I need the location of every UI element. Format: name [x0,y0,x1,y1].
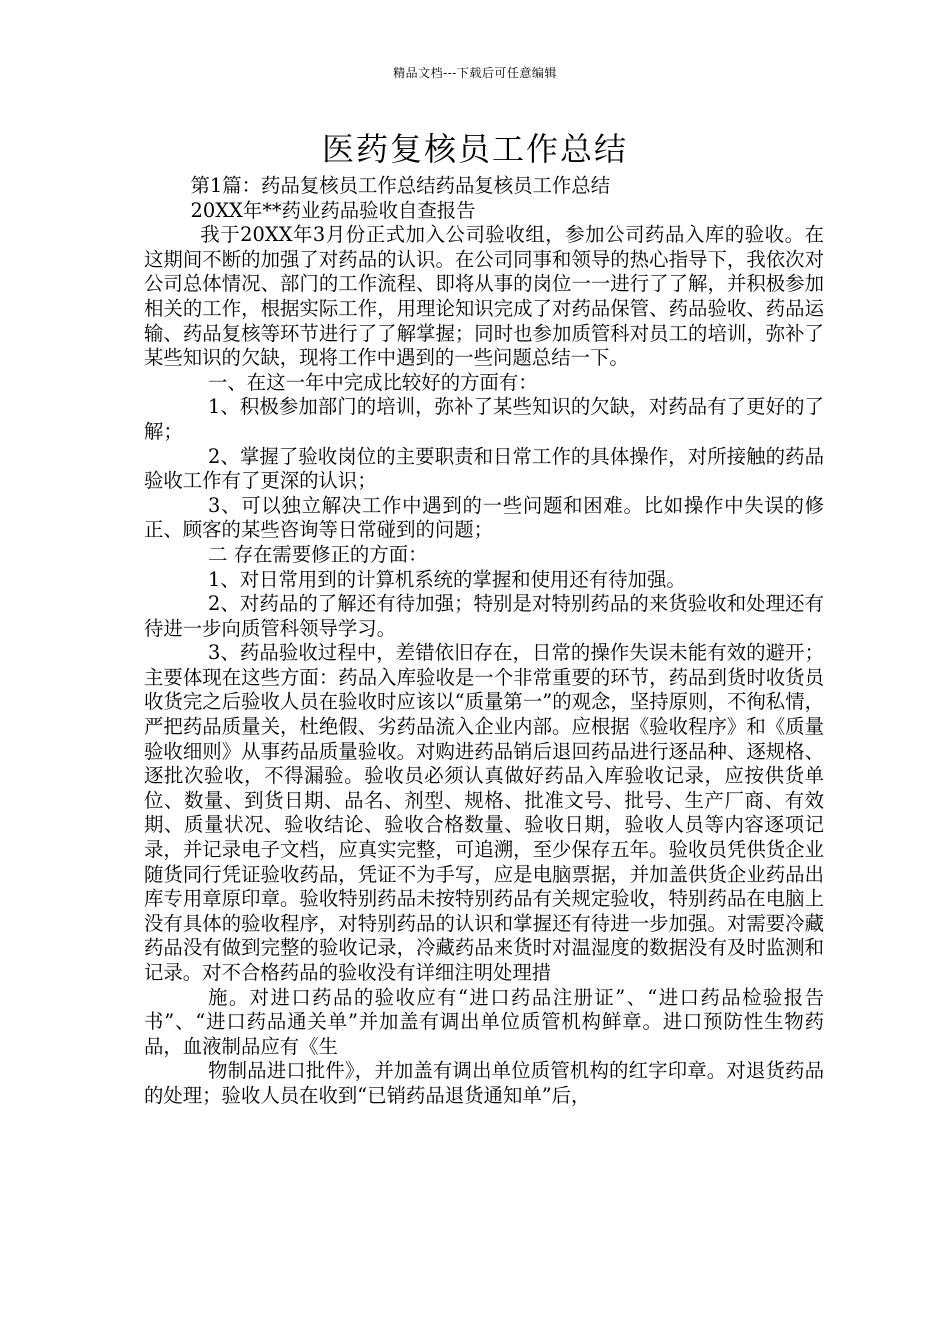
paragraph-intro: 我于20XX年3月份正式加入公司验收组，参加公司药品入库的验收。在这期间不断的加强了对药品的认识。在公司同事和领导的热心指导下，我依次对公司总体情况、部门的工作流程、即将从事的岗位一一进行了了解，并积极参加相关的工作，根据实际工作，用理论知识完成了对药品保管、药品验收、药品运输、药品复核等环节进行了了解掌握；同时也参加质管科对员工的培训，弥补了某些知识的欠缺，现将工作中遇到的一些问题总结一下。 [144,223,824,370]
chapter-heading: 第1篇：药品复核员工作总结药品复核员工作总结 [190,174,611,197]
header-note: 精品文档---下载后可任意编辑 [393,66,557,80]
document-title: 医药复核员工作总结 [321,130,628,168]
paragraph-import-drugs: 施。对进口药品的验收应有“进口药品注册证”、“进口药品检验报告书”、“进口药品通关单”并加盖有调出单位质管机构鲜章。进口预防性生物药品，血液制品应有《生 [144,985,824,1058]
paragraph-improvement-3: 3、药品验收过程中，差错依旧存在，日常的操作失误未能有效的避开；主要体现在这些方面：药品入库验收是一个非常重要的环节，药品到货时收货员收货完之后验收人员在验收时应该以“质量第一”的观念，坚持原则，不徇私情，严把药品质量关，杜绝假、劣药品流入企业内部。应根据《验收程序》和《质量验收细则》从事药品质量验收。对购进药品销后退回药品进行逐品种、逐规格、逐批次验收，不得漏验。验收员必须认真做好药品入库验收记录，应按供货单位、数量、到货日期、品名、剂型、规格、批准文号、批号、生产厂商、有效期、质量状况、验收结论、验收合格数量、验收日期，验收人员等内容逐项记录，并记录电子文档，应真实完整，可追溯，至少保存五年。验收员凭供货企业随货同行凭证验收药品，凭证不为手写，应是电脑票据，并加盖供货企业药品出库专用章原印章。验收特别药品未按特别药品有关规定验收，特别药品在电脑上没有具体的验收程序，对特别药品的认识和掌握还有待进一步加强。对需要冷藏药品没有做到完整的验收记录，冷藏药品来货时对温湿度的数据没有及时监测和记录。对不合格药品的验收没有详细注明处理措 [144,641,824,984]
paragraph-strength-1: 1、积极参加部门的培训，弥补了某些知识的欠缺，对药品有了更好的了解； [144,395,824,443]
paragraph-return-drugs: 物制品进口批件》，并加盖有调出单位质管机构的红字印章。对退货药品的处理；验收人员在收到“已销药品退货通知单”后， [144,1059,824,1107]
paragraph-strength-2: 2、掌握了验收岗位的主要职责和日常工作的具体操作，对所接触的药品验收工作有了更深的认识； [144,444,824,493]
report-title: 20XX年**药业药品验收自查报告 [190,198,476,222]
paragraph-improvement-1: 1、对日常用到的计算机系统的掌握和使用还有待加强。 [208,567,686,591]
paragraph-strength-3: 3、可以独立解决工作中遇到的一些问题和困难。比如操作中失误的修正、顾客的某些咨询等日常碰到的问题； [144,493,824,542]
section-heading-improvements: 二 存在需要修正的方面： [208,542,428,566]
paragraph-improvement-2: 2、对药品的了解还有待加强；特别是对特别药品的来货验收和处理还有待进一步向质管科领导学习。 [144,592,824,640]
section-heading-strengths: 一、在这一年中完成比较好的方面有： [208,370,538,394]
document-body [144,174,824,1109]
